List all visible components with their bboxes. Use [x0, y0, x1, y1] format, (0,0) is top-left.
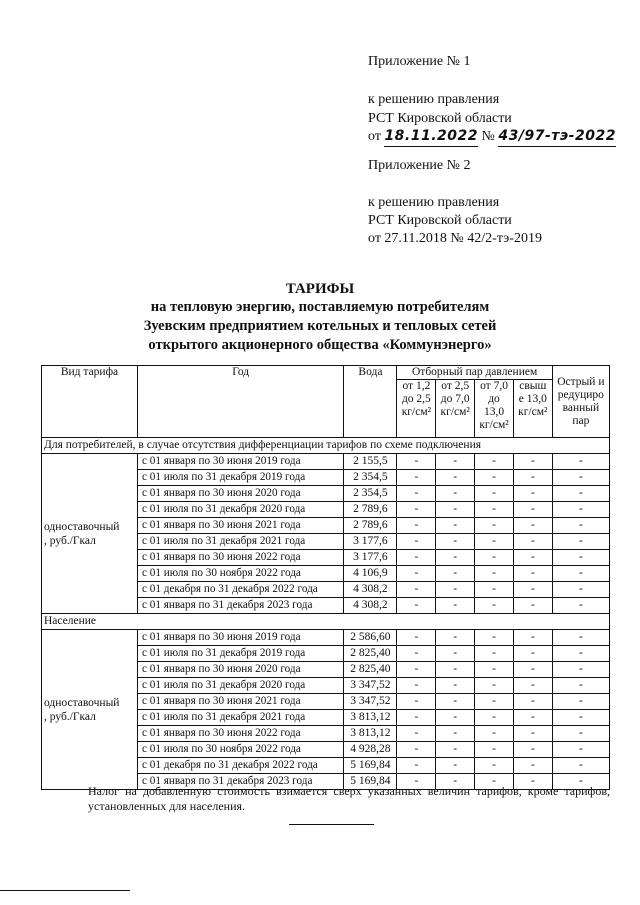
period-cell: с 01 января по 30 июня 2019 года [138, 454, 344, 470]
water-value-cell: 2 354,5 [344, 470, 397, 486]
water-value-cell: 4 308,2 [344, 598, 397, 614]
dash-cell: - [552, 726, 609, 742]
dash-cell: - [397, 534, 436, 550]
title-main: ТАРИФЫ [285, 281, 355, 297]
dash-cell: - [513, 710, 552, 726]
dash-cell: - [436, 646, 475, 662]
period-cell: с 01 января по 30 июня 2020 года [138, 486, 344, 502]
period-cell: с 01 июля по 31 декабря 2020 года [138, 678, 344, 694]
dash-cell: - [475, 550, 514, 566]
header-pressure-1 [397, 380, 436, 438]
water-value-cell: 2 789,6 [344, 518, 397, 534]
section-row [42, 438, 610, 454]
dash-cell: - [397, 678, 436, 694]
dash-cell: - [513, 694, 552, 710]
dash-cell: - [513, 678, 552, 694]
dash-cell: - [513, 550, 552, 566]
dash-cell: - [436, 710, 475, 726]
dash-cell: - [513, 470, 552, 486]
dash-cell: - [552, 582, 609, 598]
title-sub-2: Зуевским предприятием котельных и тепловых сетей [143, 318, 497, 334]
period-cell: с 01 января по 31 декабря 2023 года [138, 598, 344, 614]
tariff-type-line: , руб./Гкал [44, 534, 96, 547]
period-cell: с 01 июля по 31 декабря 2020 года [138, 502, 344, 518]
appendix-2-line1: к решению правления [368, 195, 500, 210]
dash-cell: - [436, 742, 475, 758]
table-body [42, 438, 610, 790]
dash-cell: - [552, 534, 609, 550]
dash-cell: - [397, 470, 436, 486]
dash-cell: - [552, 550, 609, 566]
dash-cell: - [513, 630, 552, 646]
dash-cell: - [397, 662, 436, 678]
dash-cell: - [552, 502, 609, 518]
dash-cell: - [475, 758, 514, 774]
dash-cell: - [513, 726, 552, 742]
dash-cell: - [397, 518, 436, 534]
dash-cell: - [513, 774, 552, 790]
period-cell: с 01 января по 30 июня 2019 года [138, 630, 344, 646]
dash-cell: - [552, 646, 609, 662]
dash-cell: - [513, 742, 552, 758]
header-p1-line: кг/см² [401, 406, 432, 418]
period-cell: с 01 января по 30 июня 2021 года [138, 518, 344, 534]
dash-cell: - [475, 646, 514, 662]
water-value-cell: 4 308,2 [344, 582, 397, 598]
dash-cell: - [475, 742, 514, 758]
bottom-edge-line [0, 890, 130, 891]
dash-cell: - [475, 486, 514, 502]
dash-cell: - [397, 486, 436, 502]
dash-cell: - [513, 502, 552, 518]
water-value-cell: 3 813,12 [344, 710, 397, 726]
appendix-1-label: Приложение № 1 [368, 54, 471, 69]
period-cell: с 01 января по 31 декабря 2023 года [138, 774, 344, 790]
dash-cell: - [397, 582, 436, 598]
dash-cell: - [513, 518, 552, 534]
period-cell: с 01 июля по 30 ноября 2022 года [138, 566, 344, 582]
dash-cell: - [552, 710, 609, 726]
appendix-2-label: Приложение № 2 [368, 158, 471, 173]
dash-cell: - [436, 598, 475, 614]
dash-cell: - [436, 566, 475, 582]
table-row [42, 454, 610, 470]
header-steam: Отборный пар давлением [397, 366, 552, 380]
dash-cell: - [513, 566, 552, 582]
section-row [42, 614, 610, 630]
header-sharp-steam [552, 366, 609, 438]
tariff-type-cell [42, 454, 138, 614]
header-sharp-line: пар [572, 414, 590, 427]
dash-cell: - [397, 758, 436, 774]
water-value-cell: 4 928,28 [344, 742, 397, 758]
water-value-cell: 3 813,12 [344, 726, 397, 742]
dash-cell: - [552, 662, 609, 678]
dash-cell: - [552, 742, 609, 758]
header-p1-line: до 2,5 [401, 393, 431, 405]
dash-cell: - [552, 518, 609, 534]
header-p4-line: е 13,0 [518, 393, 547, 405]
period-cell: с 01 января по 30 июня 2022 года [138, 550, 344, 566]
section-title: Население [42, 614, 610, 630]
header-pressure-4 [513, 380, 552, 438]
period-cell: с 01 июля по 31 декабря 2021 года [138, 534, 344, 550]
dash-cell: - [475, 726, 514, 742]
dash-cell: - [397, 646, 436, 662]
dash-cell: - [552, 598, 609, 614]
dash-cell: - [552, 774, 609, 790]
dash-cell: - [475, 534, 514, 550]
water-value-cell: 5 169,84 [344, 774, 397, 790]
table-row [42, 630, 610, 646]
water-value-cell: 2 825,40 [344, 646, 397, 662]
dash-cell: - [436, 774, 475, 790]
header-sharp-line: Острый и [557, 375, 605, 388]
header-p4-line: кг/см² [518, 406, 548, 418]
title-sub-3: открытого акционерного общества «Коммунэнерго» [148, 337, 492, 353]
dash-cell: - [552, 694, 609, 710]
dash-cell: - [552, 454, 609, 470]
header-water: Вода [344, 366, 397, 438]
header-p2-line: до 7,0 [440, 393, 470, 405]
header-p4-line: свыш [519, 380, 547, 392]
document-title [0, 280, 640, 355]
dash-cell: - [475, 662, 514, 678]
header-p2-line: от 2,5 [441, 380, 470, 392]
closing-divider [289, 824, 374, 825]
dash-cell: - [436, 550, 475, 566]
dash-cell: - [513, 534, 552, 550]
header-sharp-line: ванный [562, 401, 600, 414]
number-sign: № [481, 129, 495, 144]
dash-cell: - [397, 454, 436, 470]
dash-cell: - [475, 598, 514, 614]
dash-cell: - [436, 726, 475, 742]
header-tariff-type: Вид тарифа [42, 366, 138, 438]
tariff-type-line: одноставочный [44, 520, 120, 533]
header-p1-line: от 1,2 [402, 380, 431, 392]
dash-cell: - [475, 502, 514, 518]
header-pressure-2 [436, 380, 475, 438]
water-value-cell: 3 177,6 [344, 550, 397, 566]
dash-cell: - [436, 694, 475, 710]
dash-cell: - [552, 566, 609, 582]
header-p2-line: кг/см² [440, 406, 470, 418]
header-pressure-3 [475, 380, 514, 438]
tariff-type-cell [42, 630, 138, 790]
dash-cell: - [436, 582, 475, 598]
water-value-cell: 2 789,6 [344, 502, 397, 518]
dash-cell: - [552, 470, 609, 486]
water-value-cell: 3 347,52 [344, 694, 397, 710]
dash-cell: - [397, 502, 436, 518]
dash-cell: - [475, 566, 514, 582]
dash-cell: - [436, 486, 475, 502]
period-cell: с 01 января по 30 июня 2020 года [138, 662, 344, 678]
dash-cell: - [513, 646, 552, 662]
appendix-1-decision [368, 127, 616, 147]
dash-cell: - [436, 678, 475, 694]
dash-cell: - [397, 630, 436, 646]
dash-cell: - [552, 678, 609, 694]
appendix-1-line1: к решению правления [368, 92, 500, 107]
period-cell: с 01 января по 30 июня 2022 года [138, 726, 344, 742]
dash-cell: - [475, 630, 514, 646]
water-value-cell: 5 169,84 [344, 758, 397, 774]
water-value-cell: 2 155,5 [344, 454, 397, 470]
dash-cell: - [513, 598, 552, 614]
dash-cell: - [513, 758, 552, 774]
water-value-cell: 3 177,6 [344, 534, 397, 550]
header-year: Год [138, 366, 344, 438]
water-value-cell: 4 106,9 [344, 566, 397, 582]
handwritten-number: 43/97-тэ-2022 [498, 127, 616, 147]
dash-cell: - [475, 582, 514, 598]
period-cell: с 01 декабря по 31 декабря 2022 года [138, 582, 344, 598]
period-cell: с 01 июля по 31 декабря 2019 года [138, 470, 344, 486]
section-title: Для потребителей, в случае отсутствия дифференциации тарифов по схеме подключения [42, 438, 610, 454]
dash-cell: - [397, 566, 436, 582]
dash-cell: - [436, 518, 475, 534]
handwritten-date: 18.11.2022 [384, 127, 478, 147]
dash-cell: - [436, 758, 475, 774]
dash-cell: - [513, 486, 552, 502]
header-p3-line: кг/см² [479, 419, 509, 431]
water-value-cell: 2 354,5 [344, 486, 397, 502]
dash-cell: - [436, 662, 475, 678]
water-value-cell: 2 586,60 [344, 630, 397, 646]
dash-cell: - [397, 726, 436, 742]
dash-cell: - [552, 630, 609, 646]
period-cell: с 01 июля по 31 декабря 2019 года [138, 646, 344, 662]
dash-cell: - [513, 662, 552, 678]
dash-cell: - [475, 518, 514, 534]
period-cell: с 01 июля по 31 декабря 2021 года [138, 710, 344, 726]
dash-cell: - [475, 694, 514, 710]
period-cell: с 01 июля по 30 ноября 2022 года [138, 742, 344, 758]
header-p3-line: до [488, 393, 500, 405]
dash-cell: - [552, 486, 609, 502]
dash-cell: - [436, 534, 475, 550]
dash-cell: - [397, 598, 436, 614]
dash-cell: - [475, 470, 514, 486]
dash-cell: - [436, 630, 475, 646]
appendix-2-line3: от 27.11.2018 № 42/2-тэ-2019 [368, 231, 542, 246]
dash-cell: - [513, 454, 552, 470]
tariff-type-line: , руб./Гкал [44, 710, 96, 723]
dash-cell: - [475, 774, 514, 790]
dash-cell: - [475, 454, 514, 470]
appendix-1-line2: РСТ Кировской области [368, 111, 512, 126]
dash-cell: - [475, 710, 514, 726]
header-sharp-line: редуциро [557, 388, 604, 401]
water-value-cell: 2 825,40 [344, 662, 397, 678]
header-p3-line: от 7,0 [480, 380, 508, 392]
dash-cell: - [436, 470, 475, 486]
header-p3-line: 13,0 [483, 406, 505, 418]
vat-note: Налог на добавленную стоимость взимается сверх указанных величин тарифов, кроме тарифов, установленных для населения. [88, 784, 610, 813]
dash-cell: - [397, 550, 436, 566]
dash-cell: - [397, 694, 436, 710]
dash-cell: - [552, 758, 609, 774]
period-cell: с 01 января по 30 июня 2021 года [138, 694, 344, 710]
dash-cell: - [397, 774, 436, 790]
title-sub-1: на тепловую энергию, поставляемую потребителям [150, 299, 490, 315]
tariff-table [41, 365, 610, 790]
period-cell: с 01 декабря по 31 декабря 2022 года [138, 758, 344, 774]
water-value-cell: 3 347,52 [344, 678, 397, 694]
tariff-type-line: одноставочный [44, 696, 120, 709]
dash-cell: - [436, 502, 475, 518]
dash-cell: - [436, 454, 475, 470]
dash-cell: - [397, 710, 436, 726]
appendix-2-line2: РСТ Кировской области [368, 213, 512, 228]
dash-cell: - [475, 678, 514, 694]
from-prefix: от [368, 129, 381, 144]
dash-cell: - [397, 742, 436, 758]
dash-cell: - [513, 582, 552, 598]
